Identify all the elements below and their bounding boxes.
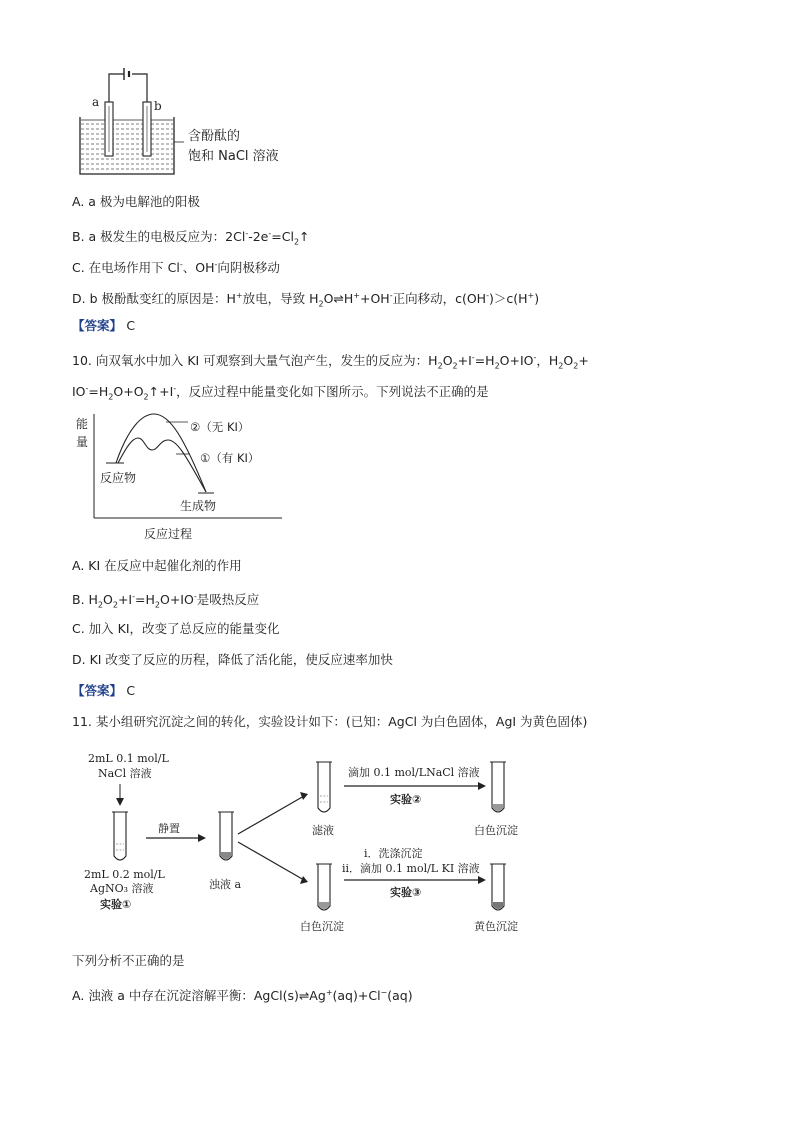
- electrode-b-label: b: [154, 99, 162, 113]
- y-label-2: 量: [76, 435, 89, 449]
- q11-analysis-prompt: 下列分析不正确的是: [72, 953, 185, 968]
- q9-answer: 【答案】 C: [72, 318, 136, 333]
- q10-stem-line2: $IO^-=H_2O+O_2↑+I^-$，反应过程中能量变化如下图所示。下列说法不正确的是: [72, 384, 489, 402]
- q11-stem: 11. 某小组研究沉淀之间的转化，实验设计如下：(已知：AgCl 为白色固体，AgI 为黄色固体): [72, 714, 588, 729]
- q9-option-a: A. a 极为电解池的阳极: [72, 194, 200, 209]
- tube-filtrate: [318, 762, 330, 812]
- q11-option-a: A. 浊液 a 中存在沉淀溶解平衡：AgCl(s)⇌Ag+(aq)+Cl−(aq): [72, 988, 413, 1004]
- q10-option-d: D. KI 改变了反应的历程，降低了活化能，使反应速率加快: [72, 652, 393, 667]
- exp1-label: 实验①: [100, 898, 132, 911]
- nacl-add-line1: 2mL 0.1 mol/L: [88, 752, 169, 765]
- stand-label: 静置: [158, 822, 180, 835]
- solution-label-line2: 饱和 NaCl 溶液: [188, 149, 279, 164]
- yellow-ppt-label: 黄色沉淀: [474, 920, 518, 933]
- q9-option-c: C. 在电场作用下 Cl-、OH-向阴极移动: [72, 260, 280, 276]
- reactant-label: 反应物: [100, 471, 137, 485]
- energy-profile-diagram: [72, 408, 292, 546]
- tube1-line2: AgNO₃ 溶液: [90, 882, 154, 895]
- step-i-label: i．洗涤沉淀: [364, 847, 423, 860]
- product-label: 生成物: [180, 499, 217, 513]
- exp3-label: 实验③: [390, 886, 422, 899]
- nacl-add-line2: NaCl 溶液: [98, 767, 152, 780]
- precipitate-experiment-figure: [72, 746, 542, 942]
- q10-stem-line1: 10. 向双氧水中加入 KI 可观察到大量气泡产生，发生的反应为：$H_2O_2+I^-=H_2O+IO^-$，$H_2O_2+$: [72, 353, 589, 371]
- electrolysis-cell-figure: [72, 62, 302, 182]
- curve1-label: ①（有 KI）: [200, 451, 260, 465]
- curve2-label: ②（无 KI）: [190, 420, 250, 434]
- white-ppt-bottom-label: 白色沉淀: [300, 920, 344, 933]
- tube1-line1: 2mL 0.2 mol/L: [84, 868, 165, 881]
- electrode-a-label: a: [92, 95, 100, 109]
- white-ppt-top-label: 白色沉淀: [474, 824, 518, 837]
- exp2-label: 实验②: [390, 793, 422, 806]
- q10-option-a: A. KI 在反应中起催化剂的作用: [72, 558, 242, 573]
- solution-label-line1: 含酚酞的: [188, 129, 241, 144]
- turbid-label: 浊液 a: [209, 878, 242, 891]
- add-nacl-label: 滴加 0.1 mol/LNaCl 溶液: [348, 766, 480, 779]
- q10-option-b: B. $H_2O_2+I^-=H_2O+IO^-$是吸热反应: [72, 592, 260, 610]
- y-label-1: 能: [76, 417, 89, 431]
- tube-1: [114, 812, 126, 860]
- x-label: 反应过程: [144, 527, 193, 541]
- q9-option-d: D. b 极酚酞变红的原因是：H+放电，导致 $H_2O\rightleftharpoons H^++OH^-$正向移动，c(OH-)＞c(H+): [72, 291, 540, 309]
- q10-answer: 【答案】 C: [72, 683, 136, 698]
- filtrate-label: 滤液: [312, 824, 334, 837]
- step-ii-label: ii．滴加 0.1 mol/L KI 溶液: [342, 862, 480, 875]
- q9-option-b: B. a 极发生的电极反应为：$2Cl^--2e^-=Cl_2↑$: [72, 229, 310, 247]
- q10-option-c: C. 加入 KI，改变了总反应的能量变化: [72, 621, 280, 636]
